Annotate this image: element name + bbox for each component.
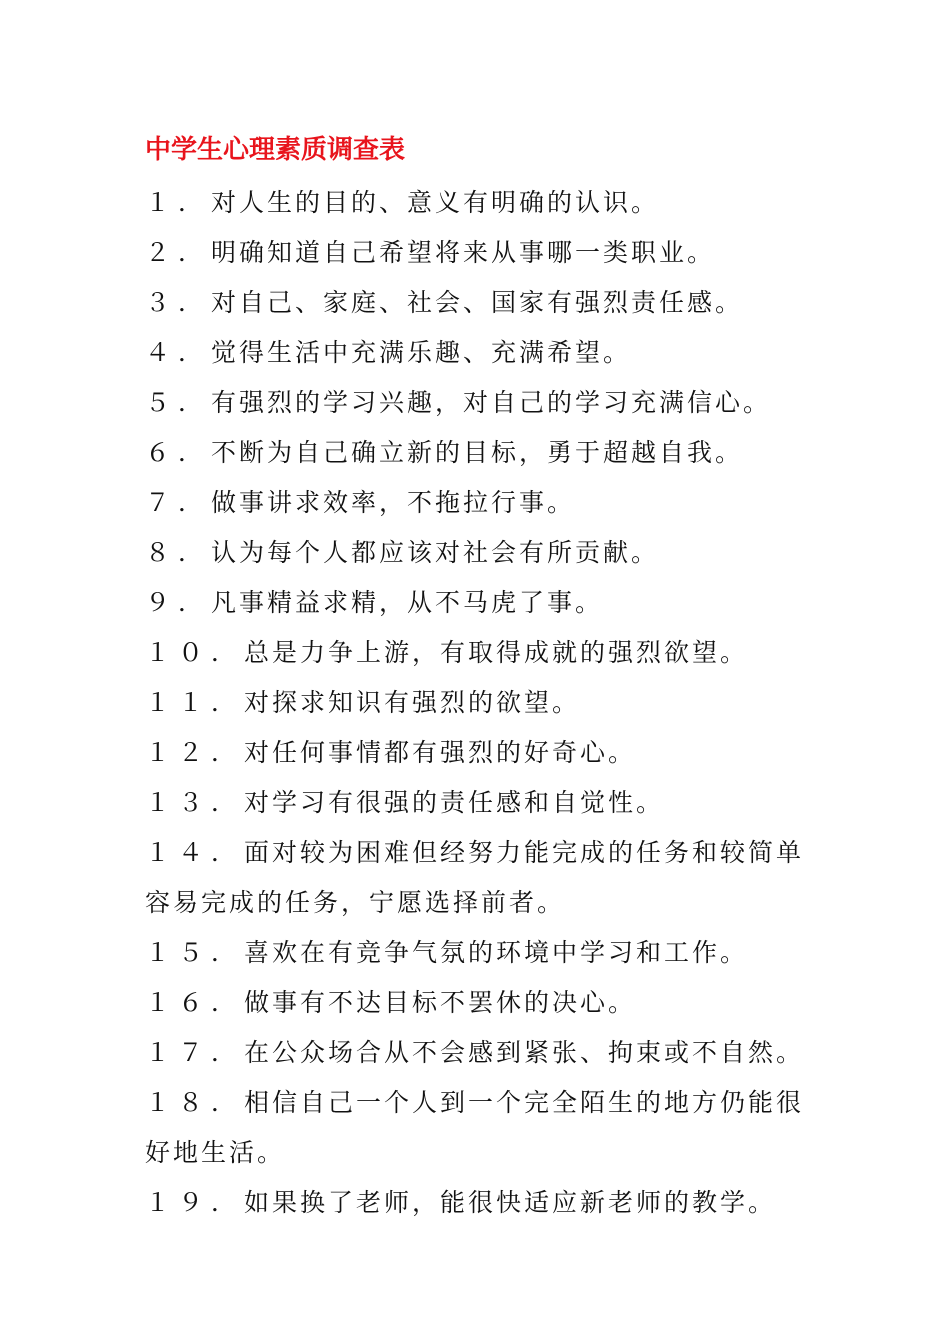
question-item bbox=[145, 678, 815, 728]
document-title: 中学生心理素质调查表 bbox=[145, 135, 406, 165]
question-number: １６． bbox=[145, 988, 245, 1017]
question-text: 明确知道自己希望将来从事哪一类职业。 bbox=[211, 238, 716, 267]
question-text: 觉得生活中充满乐趣、充满希望。 bbox=[211, 338, 632, 367]
question-number: １０． bbox=[145, 638, 245, 667]
question-item bbox=[145, 778, 815, 828]
question-item bbox=[145, 1078, 815, 1178]
question-item bbox=[145, 428, 815, 478]
question-item bbox=[145, 1178, 815, 1228]
question-number: ４． bbox=[145, 338, 212, 367]
question-number: ８． bbox=[145, 538, 212, 567]
question-text: 对人生的目的、意义有明确的认识。 bbox=[211, 188, 660, 217]
question-text: 做事讲求效率，不拖拉行事。 bbox=[211, 488, 576, 517]
question-item bbox=[145, 278, 815, 328]
question-item bbox=[145, 528, 815, 578]
question-item bbox=[145, 178, 815, 228]
question-number: １７． bbox=[145, 1038, 245, 1067]
question-text: 凡事精益求精，从不马虎了事。 bbox=[211, 588, 604, 617]
question-item bbox=[145, 1028, 815, 1078]
question-item bbox=[145, 628, 815, 678]
question-list bbox=[145, 178, 815, 1228]
question-item bbox=[145, 378, 815, 428]
question-text: 如果换了老师，能很快适应新老师的教学。 bbox=[244, 1188, 777, 1217]
question-number: １８． bbox=[145, 1088, 245, 1117]
question-text: 做事有不达目标不罢休的决心。 bbox=[244, 988, 637, 1017]
question-item bbox=[145, 978, 815, 1028]
question-number: ７． bbox=[145, 488, 212, 517]
question-text: 喜欢在有竞争气氛的环境中学习和工作。 bbox=[244, 938, 749, 967]
question-number: ６． bbox=[145, 438, 212, 467]
question-item bbox=[145, 228, 815, 278]
question-text: 相信自己一个人到一个完全陌生的地方仍能很好地生活。 bbox=[145, 1088, 805, 1167]
question-number: ９． bbox=[145, 588, 212, 617]
question-item bbox=[145, 578, 815, 628]
question-number: １５． bbox=[145, 938, 245, 967]
question-text: 对任何事情都有强烈的好奇心。 bbox=[244, 738, 637, 767]
question-text: 在公众场合从不会感到紧张、拘束或不自然。 bbox=[244, 1038, 805, 1067]
question-number: ３． bbox=[145, 288, 212, 317]
question-text: 面对较为困难但经努力能完成的任务和较简单容易完成的任务，宁愿选择前者。 bbox=[145, 838, 805, 917]
question-item bbox=[145, 328, 815, 378]
question-number: ２． bbox=[145, 238, 212, 267]
question-text: 对学习有很强的责任感和自觉性。 bbox=[244, 788, 665, 817]
question-text: 不断为自己确立新的目标，勇于超越自我。 bbox=[211, 438, 744, 467]
question-number: １２． bbox=[145, 738, 245, 767]
question-number: １． bbox=[145, 188, 212, 217]
question-text: 对探求知识有强烈的欲望。 bbox=[244, 688, 581, 717]
question-item bbox=[145, 828, 815, 928]
question-number: ５． bbox=[145, 388, 212, 417]
question-item bbox=[145, 928, 815, 978]
question-number: １１． bbox=[145, 688, 245, 717]
question-number: １４． bbox=[145, 838, 245, 867]
question-text: 总是力争上游，有取得成就的强烈欲望。 bbox=[244, 638, 749, 667]
question-item bbox=[145, 478, 815, 528]
question-number: １９． bbox=[145, 1188, 245, 1217]
question-item bbox=[145, 728, 815, 778]
question-number: １３． bbox=[145, 788, 245, 817]
question-text: 有强烈的学习兴趣，对自己的学习充满信心。 bbox=[211, 388, 772, 417]
document-body bbox=[145, 128, 815, 1228]
question-text: 认为每个人都应该对社会有所贡献。 bbox=[211, 538, 660, 567]
question-text: 对自己、家庭、社会、国家有强烈责任感。 bbox=[211, 288, 744, 317]
